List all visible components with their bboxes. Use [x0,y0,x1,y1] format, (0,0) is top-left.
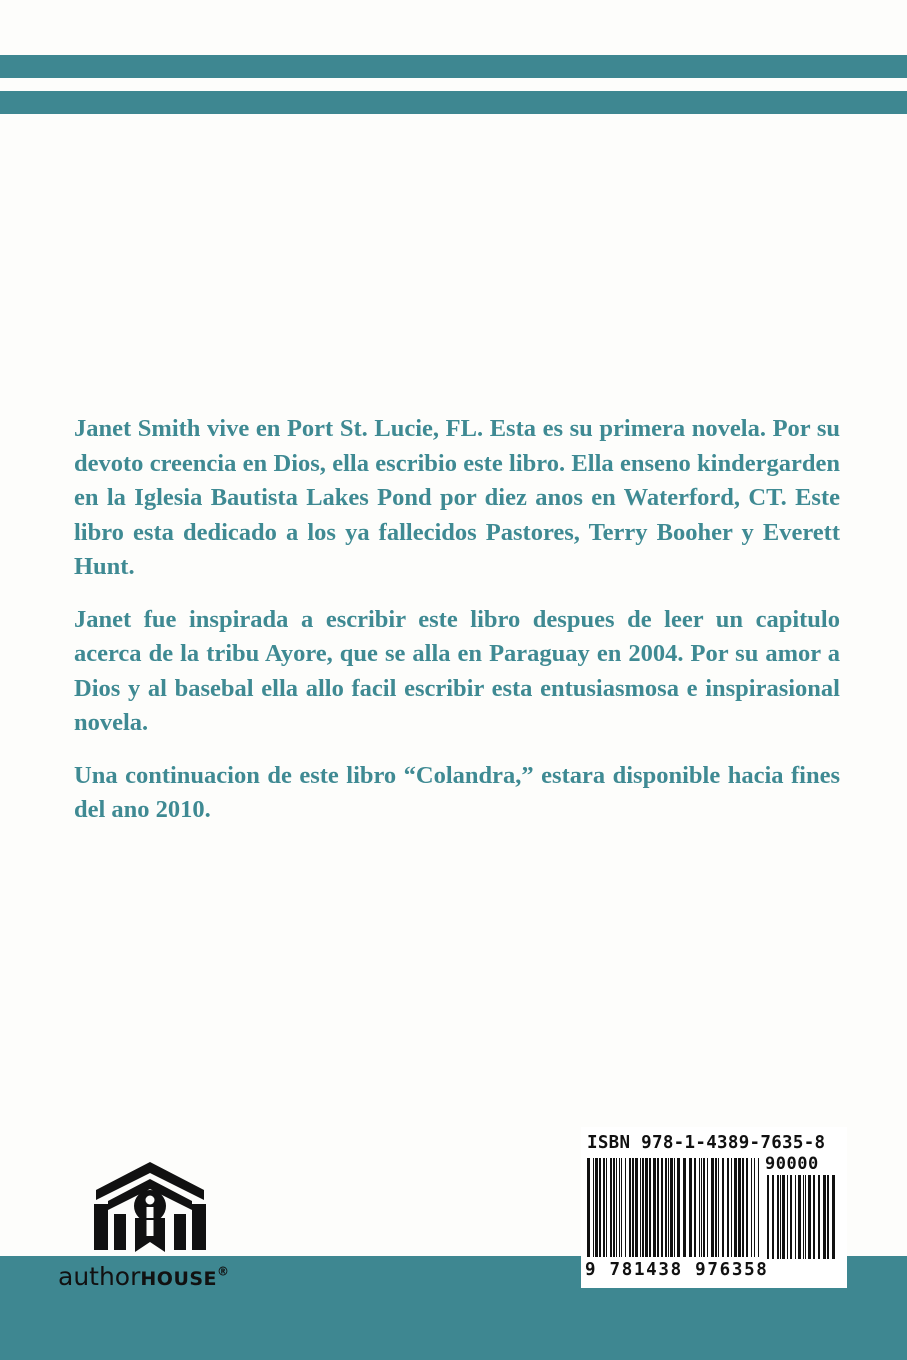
barcode-bar [587,1158,590,1257]
wordmark-house: HOUSE [140,1268,218,1290]
barcode-bar [742,1158,744,1257]
barcode-bar [782,1175,785,1259]
barcode-bar [674,1158,675,1257]
top-stripe-lower [0,91,907,114]
publisher-logo [56,1158,246,1298]
barcode-bar [603,1158,605,1257]
barcode-bar [621,1158,622,1257]
barcode-bar [767,1175,769,1259]
barcode-bar [668,1158,669,1257]
barcode-bar [813,1175,815,1259]
barcode-bar [751,1158,752,1257]
barcode-bar [694,1158,696,1257]
isbn-label: ISBN 978-1-4389-7635-8 [587,1133,826,1153]
barcode-bar [593,1158,594,1257]
barcode-bar [707,1158,708,1257]
barcode-bar [795,1175,796,1259]
barcode-bar [677,1158,680,1257]
blurb-paragraph-1: Janet Smith vive en Port St. Lucie, FL. Esta es su primera novela. Por su devoto creencia en Dios, ella escribio este libro. Ella enseno kindergarden en la Iglesia Bautista Lakes Pond por diez anos en Waterford, CT. Este libro esta dedicado a los ya fallecidos Pastores, Terry Booher y Everett Hunt. [74,415,840,580]
ean-number: 9 781438 976358 [585,1260,769,1280]
barcode-bar [758,1158,759,1257]
barcode-bar [595,1158,598,1257]
barcode-bar [772,1175,774,1259]
barcode-bar [798,1175,801,1259]
registered-mark: ® [217,1264,230,1279]
blurb-paragraph-2: Janet fue inspirada a escribir este libro despues de leer un capitulo acerca de la tribu Ayore, que se alla en Paraguay en 2004. Por su amor a Dios y al basebal ella allo facil escribir esta entusiasmosa e inspirasional novela. [74,605,840,736]
barcode-bar [803,1175,804,1259]
barcode-bar [653,1158,656,1257]
barcode-bar [670,1158,673,1257]
barcode-bar [787,1175,788,1259]
back-cover-blurb [74,412,840,846]
barcode-bar [645,1158,648,1257]
authorhouse-logo-icon [94,1160,206,1254]
barcode-bar [734,1158,737,1257]
barcode-bar [701,1158,702,1257]
barcode-bar [703,1158,705,1257]
barcode-bar [790,1175,792,1259]
barcode-bar [632,1158,634,1257]
barcode-bar [642,1158,644,1257]
barcode-bar [738,1158,741,1257]
barcode-bar [625,1158,626,1257]
barcode-bar [657,1158,659,1257]
wordmark-author: author [58,1262,141,1291]
barcode-bar [619,1158,620,1257]
barcode-bar [699,1158,700,1257]
barcode-bar [610,1158,612,1257]
barcode-bar [718,1158,719,1257]
barcode-bar [661,1158,663,1257]
barcode-bar [722,1158,724,1257]
barcode-bar [635,1158,638,1257]
barcode-bar [599,1158,601,1257]
barcode-bar [827,1175,829,1259]
barcode-bar [665,1158,667,1257]
barcode-bar [613,1158,615,1257]
blurb-paragraph-3: Una continuacion de este libro “Colandra,” estara disponible hacia fines del ano 2010. [74,761,840,823]
barcode-bar [649,1158,651,1257]
barcode-bar [808,1175,811,1259]
barcode-icon [587,1158,762,1257]
barcode-bar [805,1175,806,1259]
barcode-bar [777,1175,779,1259]
barcode-bar [715,1158,717,1257]
barcode-bar [640,1158,641,1257]
publisher-wordmark [58,1262,229,1291]
barcode-bar [616,1158,617,1257]
barcode-bar [711,1158,714,1257]
barcode-bar [780,1175,781,1259]
barcode-bar [754,1158,755,1257]
isbn-barcode [581,1127,847,1288]
barcode-bar [606,1158,607,1257]
barcode-bar [727,1158,729,1257]
barcode-bar [832,1175,835,1259]
barcode-bar [629,1158,631,1257]
barcode-bar [818,1175,820,1259]
barcode-bar [683,1158,686,1257]
barcode-bar [823,1175,826,1259]
barcode-bar [731,1158,732,1257]
top-stripe [0,55,907,78]
barcode-bar [689,1158,692,1257]
addon-barcode-icon [767,1175,837,1259]
price-addon: 90000 [765,1154,819,1174]
barcode-bar [746,1158,748,1257]
